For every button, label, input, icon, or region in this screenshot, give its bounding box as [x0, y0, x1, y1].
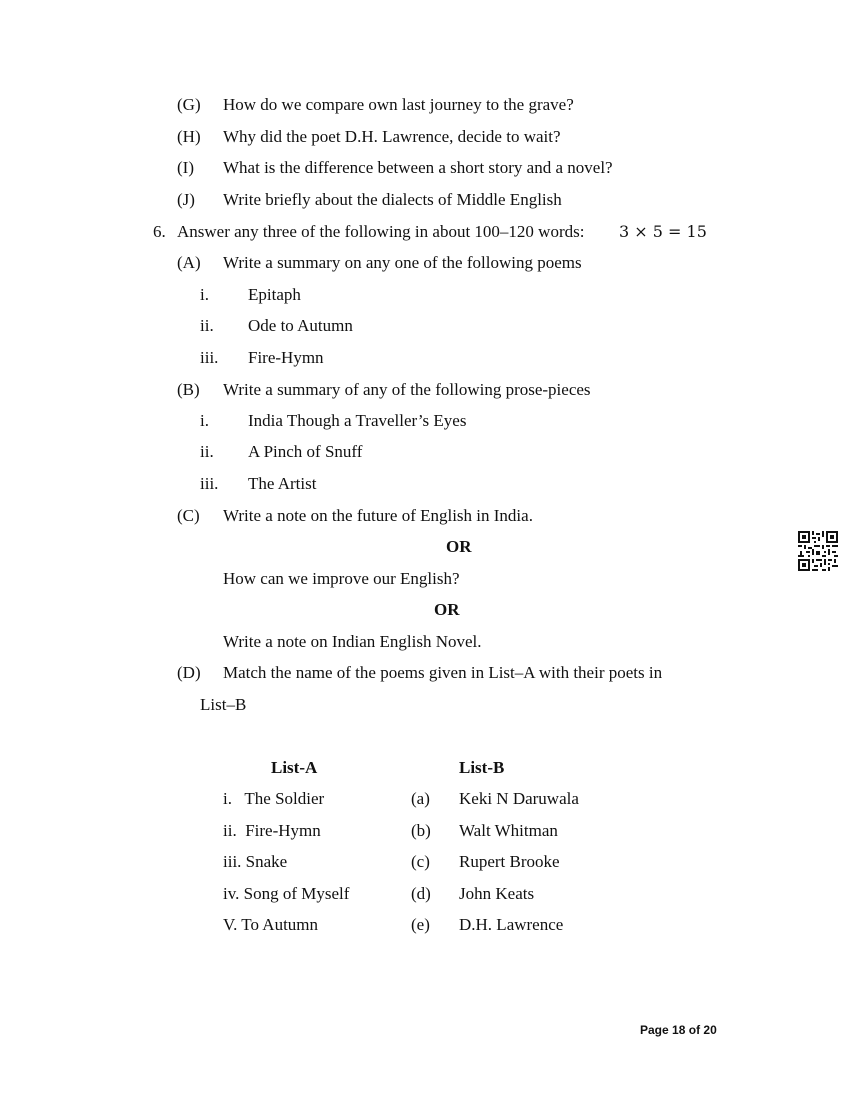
list-b-item: Walt Whitman: [459, 821, 558, 840]
question-label: (G): [177, 95, 201, 114]
question-label: (I): [177, 158, 194, 177]
list-item-number: iii.: [200, 348, 219, 367]
list-b-item: Keki N Daruwala: [459, 789, 579, 808]
list-item-text: A Pinch of Snuff: [248, 442, 363, 461]
marks: 3 × 5 = 15: [619, 222, 707, 241]
question-text: What is the difference between a short story and a novel?: [223, 158, 613, 177]
list-a-item: ii. Fire-Hymn: [223, 821, 321, 840]
sub-text-continued: List–B: [200, 695, 247, 714]
alternative-text: Write a note on Indian English Novel.: [223, 632, 482, 651]
alternative-text: How can we improve our English?: [223, 569, 460, 588]
sub-text: Write a summary on any one of the following poems: [223, 253, 582, 272]
question-text: How do we compare own last journey to the grave?: [223, 95, 574, 114]
list-a-item: iii. Snake: [223, 852, 288, 871]
sub-text: Match the name of the poems given in List–A with their poets in: [223, 663, 663, 682]
sub-label: (D): [177, 663, 201, 682]
list-item-text: India Though a Traveller’s Eyes: [248, 411, 467, 430]
list-b-key: (e): [411, 915, 430, 934]
sub-label: (A): [177, 253, 201, 272]
of-word: of: [688, 1023, 701, 1037]
list-b-header: List-B: [459, 758, 505, 777]
current-page: 18: [672, 1023, 686, 1037]
sub-text: Write a note on the future of English in India.: [223, 506, 533, 525]
sub-text: Write a summary of any of the following prose-pieces: [223, 380, 591, 399]
total-pages: 20: [703, 1023, 717, 1037]
list-item-text: Fire-Hymn: [248, 348, 324, 367]
qr-code-icon: [798, 531, 838, 576]
list-item-text: The Artist: [248, 474, 317, 493]
page-number: [640, 1020, 717, 1040]
list-item-text: Epitaph: [248, 285, 301, 304]
list-item-number: ii.: [200, 442, 214, 461]
list-a-header: List-A: [271, 758, 318, 777]
list-b-item: Rupert Brooke: [459, 852, 560, 871]
list-a-item: iv. Song of Myself: [223, 884, 350, 903]
question-text: Why did the poet D.H. Lawrence, decide to wait?: [223, 127, 561, 146]
sub-label: (B): [177, 380, 200, 399]
question-number: 6.: [153, 222, 166, 241]
list-a-item: V. To Autumn: [223, 915, 319, 934]
question-label: (H): [177, 127, 201, 146]
list-b-item: John Keats: [459, 884, 535, 903]
or-separator: OR: [446, 537, 472, 556]
list-b-key: (c): [411, 852, 430, 871]
list-item-number: iii.: [200, 474, 219, 493]
sub-label: (C): [177, 506, 200, 525]
list-item-number: ii.: [200, 316, 214, 335]
list-b-key: (d): [411, 884, 431, 903]
page-word: Page: [640, 1023, 669, 1037]
list-item-number: i.: [200, 411, 209, 430]
question-text: Write briefly about the dialects of Middle English: [223, 190, 562, 209]
list-b-key: (b): [411, 821, 431, 840]
list-item-number: i.: [200, 285, 209, 304]
list-a-item: i. The Soldier: [223, 789, 325, 808]
question-label: (J): [177, 190, 195, 209]
list-item-text: Ode to Autumn: [248, 316, 353, 335]
list-b-key: (a): [411, 789, 430, 808]
list-b-item: D.H. Lawrence: [459, 915, 564, 934]
or-separator: OR: [434, 600, 460, 619]
question-text: Answer any three of the following in about 100–120 words:: [177, 222, 585, 241]
